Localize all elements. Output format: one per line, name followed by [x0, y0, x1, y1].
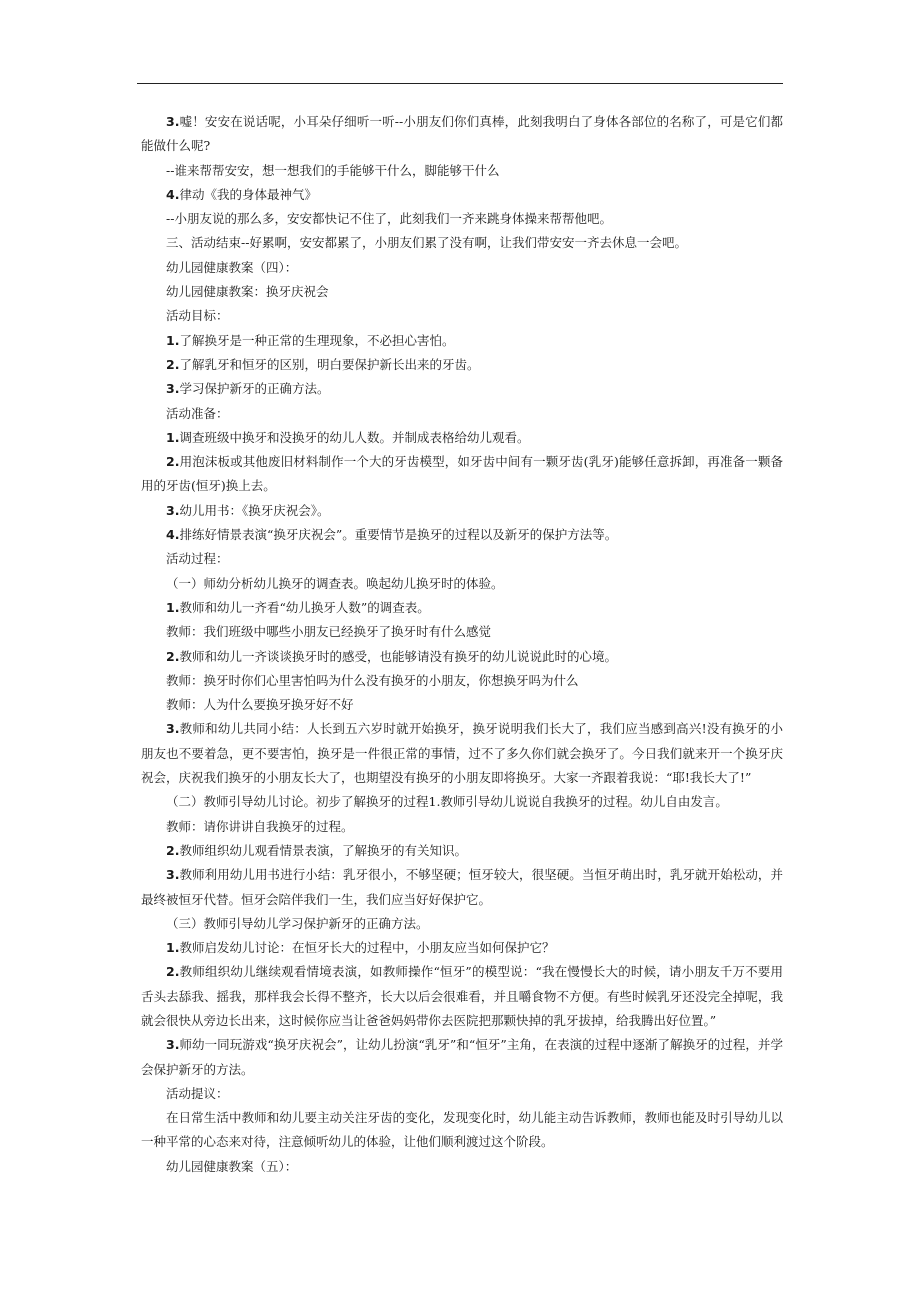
paragraph — [141, 547, 783, 571]
paragraph-number: 1. — [166, 940, 180, 956]
paragraph — [141, 304, 783, 328]
paragraph-text: 教师和幼儿一齐看“幼儿换牙人数”的调查表。 — [179, 599, 430, 615]
paragraph — [141, 1033, 783, 1082]
paragraph-number: 4. — [166, 186, 180, 202]
header-rule — [137, 83, 783, 84]
paragraph — [141, 499, 783, 523]
paragraph-text: （一）师幼分析幼儿换牙的调查表。唤起幼儿换牙时的体验。 — [166, 575, 504, 591]
paragraph-text: 幼儿园健康教案：换牙庆祝会 — [166, 284, 329, 300]
paragraph-number: 2. — [166, 842, 180, 858]
paragraph-text: 教师利用幼儿用书进行小结：乳牙很小，不够坚硬；恒牙较大，很坚硬。当恒牙萌出时，乳牙就开始松动，并最终被恒牙代替。恒牙会陪伴我们一生，我们应当好好保护它。 — [141, 867, 783, 907]
paragraph — [141, 353, 783, 377]
paragraph-text: 三、活动结束--好累啊，安安都累了，小朋友们累了没有啊，让我们带安安一齐去休息一会吧。 — [166, 235, 687, 251]
paragraph — [141, 231, 783, 255]
paragraph-number: 2. — [166, 454, 180, 470]
paragraph — [141, 815, 783, 839]
paragraph-number: 3. — [166, 502, 180, 518]
paragraph-text: 幼儿园健康教案（五）： — [166, 1158, 298, 1174]
paragraph-number: 2. — [166, 356, 180, 372]
paragraph — [141, 596, 783, 620]
paragraph-text: 幼儿用书：《换牙庆祝会》。 — [179, 502, 330, 518]
paragraph-text: 活动过程： — [166, 551, 229, 567]
paragraph — [141, 693, 783, 717]
paragraph-text: 嘘！安安在说话呢，小耳朵仔细听一听--小朋友们你们真棒，此刻我明白了身体各部位的名称了，可是它们都能做什么呢? — [141, 114, 783, 154]
paragraph-number: 3. — [166, 867, 180, 883]
paragraph-text: 律动《我的身体最神气》 — [179, 186, 317, 202]
paragraph-text: 教师组织幼儿继续观看情境表演，如教师操作“恒牙”的模型说：“我在慢慢长大的时候，请小朋友千万不要用舌头去舔我、摇我，那样我会长得不整齐，长大以后会很难看，并且嚼食物不方便。有些时候乳牙还没完全掉呢，我就会很快从旁边长出来，这时候你应当让爸爸妈妈带你去医院把那颗快掉的乳牙拔掉，给我腾出好位置。” — [141, 964, 783, 1028]
paragraph-text: 排练好情景表演“换牙庆祝会”。重要情节是换牙的过程以及新牙的保护方法等。 — [179, 527, 618, 543]
paragraph-text: 教师：换牙时你们心里害怕吗为什么没有换牙的小朋友，你想换牙吗为什么 — [166, 672, 579, 688]
paragraph-number: 3. — [166, 114, 180, 129]
paragraph — [141, 572, 783, 596]
paragraph-number: 2. — [166, 648, 180, 664]
paragraph — [141, 110, 783, 159]
paragraph-text: 调查班级中换牙和没换牙的幼儿人数。并制成表格给幼儿观看。 — [179, 429, 530, 445]
paragraph — [141, 256, 783, 280]
paragraph — [141, 645, 783, 669]
paragraph-text: 幼儿园健康教案（四）： — [166, 259, 298, 275]
document-body — [141, 110, 783, 1179]
paragraph-text: （三）教师引导幼儿学习保护新牙的正确方法。 — [166, 915, 429, 931]
paragraph-text: 了解乳牙和恒牙的区别，明白要保护新长出来的牙齿。 — [179, 356, 480, 372]
paragraph-text: 活动目标： — [166, 308, 229, 324]
paragraph-text: 师幼一同玩游戏“换牙庆祝会”，让幼儿扮演“乳牙”和“恒牙”主角，在表演的过程中逐渐了解换牙的过程，并学会保护新牙的方法。 — [141, 1037, 783, 1077]
paragraph-text: 教师组织幼儿观看情景表演，了解换牙的有关知识。 — [179, 842, 467, 858]
paragraph-text: 活动准备： — [166, 405, 229, 421]
paragraph — [141, 839, 783, 863]
paragraph — [141, 1082, 783, 1106]
paragraph — [141, 280, 783, 304]
paragraph-number: 3. — [166, 721, 180, 737]
paragraph-text: 了解换牙是一种正常的生理现象，不必担心害怕。 — [179, 332, 455, 348]
paragraph — [141, 717, 783, 790]
paragraph — [141, 523, 783, 547]
paragraph — [141, 377, 783, 401]
paragraph-number: 3. — [166, 381, 180, 397]
paragraph-text: 用泡沫板或其他废旧材料制作一个大的牙齿模型，如牙齿中间有一颗牙齿(乳牙)能够任意拆卸，再准备一颗备用的牙齿(恒牙)换上去。 — [141, 454, 783, 494]
paragraph-number: 1. — [166, 429, 180, 445]
paragraph — [141, 669, 783, 693]
paragraph — [141, 790, 783, 814]
paragraph — [141, 183, 783, 207]
paragraph-number: 1. — [166, 599, 180, 615]
paragraph — [141, 936, 783, 960]
paragraph-text: 学习保护新牙的正确方法。 — [179, 381, 330, 397]
paragraph — [141, 912, 783, 936]
paragraph — [141, 450, 783, 499]
paragraph-text: 教师：人为什么要换牙换牙好不好 — [166, 697, 354, 713]
paragraph-text: --小朋友说的那么多，安安都快记不住了，此刻我们一齐来跳身体操来帮帮他吧。 — [166, 211, 612, 227]
paragraph — [141, 1155, 783, 1179]
paragraph-number: 3. — [166, 1037, 180, 1053]
paragraph-text: 教师和幼儿一齐谈谈换牙时的感受，也能够请没有换牙的幼儿说说此时的心境。 — [179, 648, 617, 664]
paragraph — [141, 329, 783, 353]
paragraph — [141, 207, 783, 231]
paragraph-text: 教师：我们班级中哪些小朋友已经换牙了换牙时有什么感觉 — [166, 624, 492, 640]
paragraph — [141, 1106, 783, 1155]
paragraph-number: 4. — [166, 527, 180, 543]
paragraph-text: 活动提议： — [166, 1085, 229, 1101]
paragraph-text: --谁来帮帮安安，想一想我们的手能够干什么，脚能够干什么 — [166, 162, 500, 178]
paragraph-number: 1. — [166, 332, 180, 348]
paragraph — [141, 960, 783, 1033]
paragraph — [141, 620, 783, 644]
paragraph-text: （二）教师引导幼儿讨论。初步了解换牙的过程1.教师引导幼儿说说自我换牙的过程。幼儿自由发言。 — [166, 794, 728, 810]
paragraph-text: 教师启发幼儿讨论：在恒牙长大的过程中，小朋友应当如何保护它？ — [179, 940, 555, 956]
paragraph-text: 在日常生活中教师和幼儿要主动关注牙齿的变化，发现变化时，幼儿能主动告诉教师，教师也能及时引导幼儿以一种平常的心态来对待，注意倾听幼儿的体验，让他们顺利渡过这个阶段。 — [141, 1110, 783, 1150]
paragraph-text: 教师：请你讲讲自我换牙的过程。 — [166, 818, 354, 834]
paragraph — [141, 426, 783, 450]
paragraph-number: 2. — [166, 964, 180, 980]
paragraph — [141, 402, 783, 426]
paragraph — [141, 159, 783, 183]
paragraph — [141, 863, 783, 912]
paragraph-text: 教师和幼儿共同小结：人长到五六岁时就开始换牙，换牙说明我们长大了，我们应当感到高兴!没有换牙的小朋友也不要着急，更不要害怕，换牙是一件很正常的事情，过不了多久你们就会换牙了。今日我们就来开一个换牙庆祝会，庆祝我们换牙的小朋友长大了，也期望没有换牙的小朋友即将换牙。大家一齐跟着我说：“耶!我长大了!” — [141, 721, 783, 786]
